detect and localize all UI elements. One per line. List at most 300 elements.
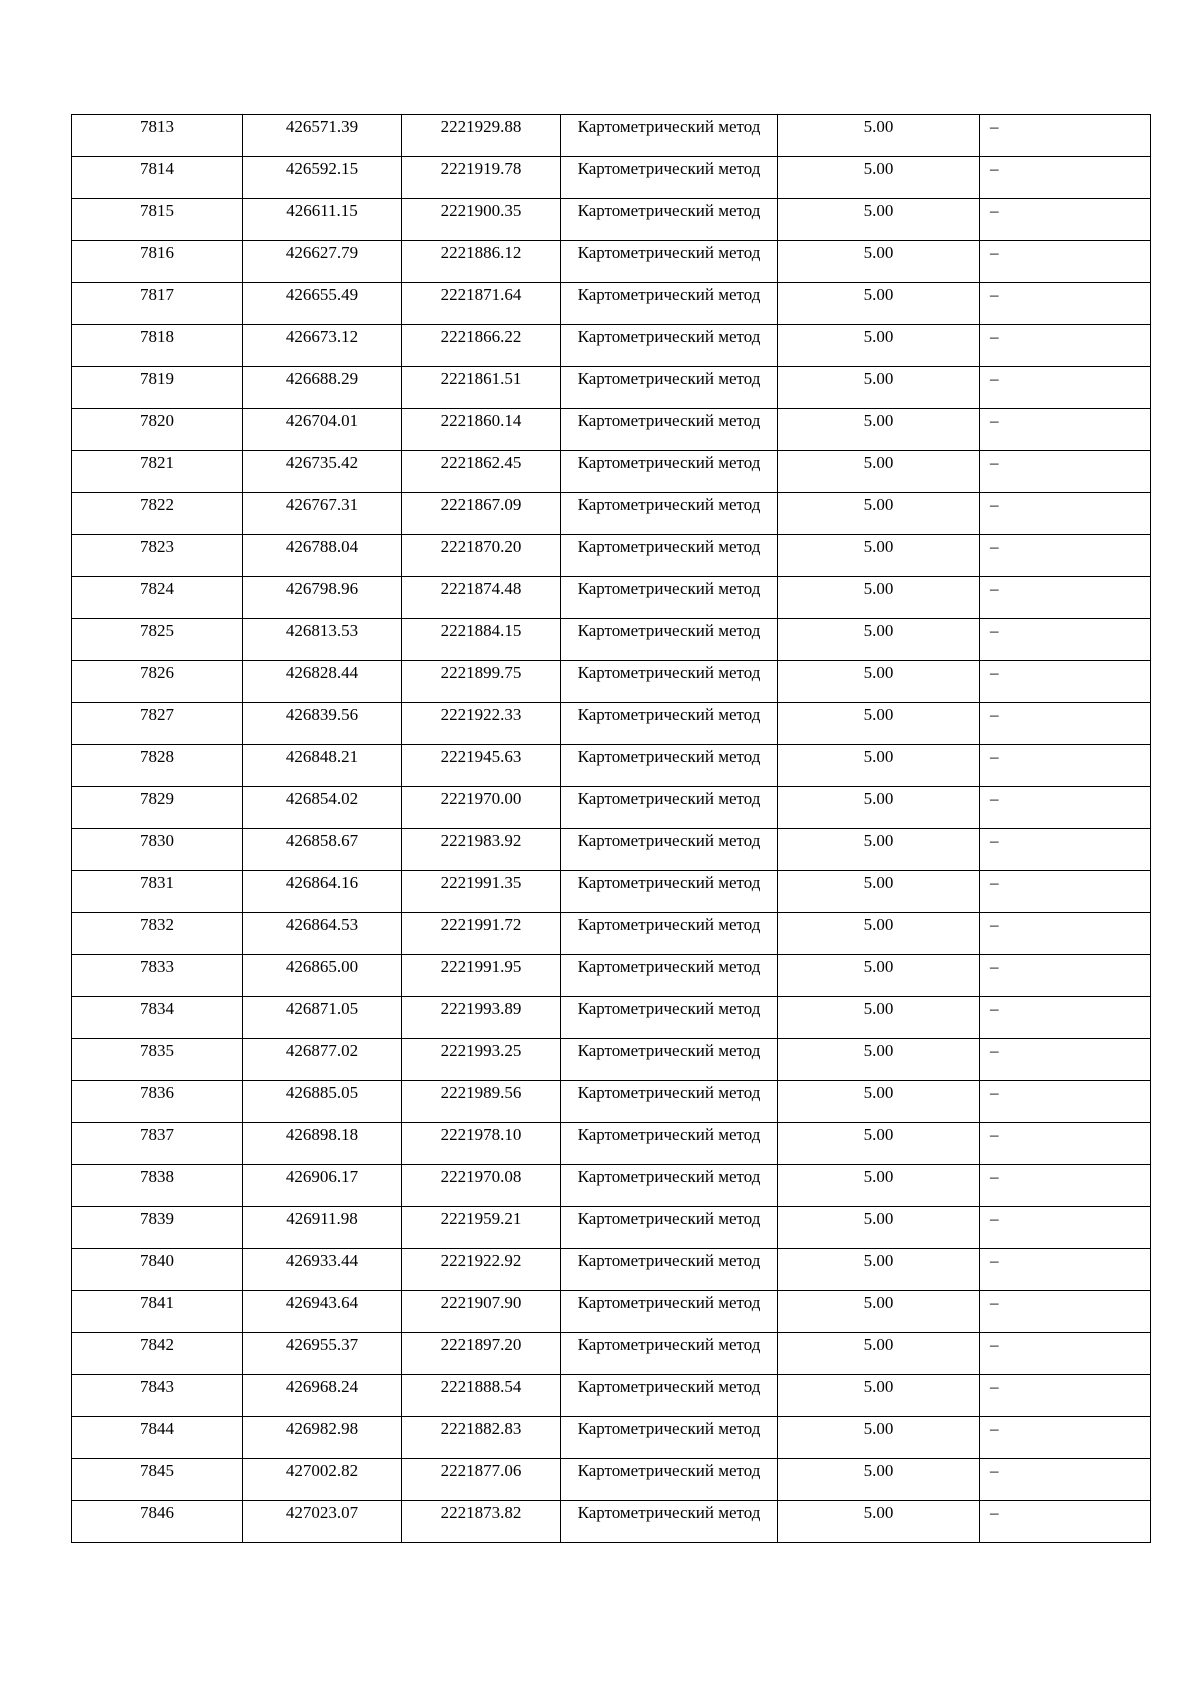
method-cell — [561, 241, 778, 283]
x-coordinate-cell-text: 426673.12 — [285, 327, 359, 346]
point-number-cell — [72, 325, 243, 367]
y-coordinate-cell — [402, 1375, 561, 1417]
note-cell — [980, 1459, 1151, 1501]
x-coordinate-cell — [243, 829, 402, 871]
point-number-cell — [72, 871, 243, 913]
x-coordinate-cell — [243, 1417, 402, 1459]
note-cell-text: – — [990, 747, 999, 766]
note-cell — [980, 1081, 1151, 1123]
x-coordinate-cell — [243, 283, 402, 325]
x-coordinate-cell — [243, 871, 402, 913]
point-number-cell-text: 7844 — [140, 1419, 174, 1438]
x-coordinate-cell-text: 426871.05 — [285, 999, 359, 1018]
accuracy-cell — [778, 577, 980, 619]
accuracy-cell — [778, 787, 980, 829]
method-cell-text: Картометрический метод — [577, 327, 761, 346]
note-cell-text: – — [990, 957, 999, 976]
table-row — [72, 913, 1151, 955]
point-number-cell-text: 7839 — [140, 1209, 174, 1228]
method-cell — [561, 451, 778, 493]
table-row — [72, 1501, 1151, 1543]
method-cell — [561, 1165, 778, 1207]
x-coordinate-cell-text: 426885.05 — [285, 1083, 359, 1102]
accuracy-cell — [778, 955, 980, 997]
y-coordinate-cell — [402, 1333, 561, 1375]
method-cell-text: Картометрический метод — [577, 537, 761, 556]
x-coordinate-cell — [243, 1039, 402, 1081]
x-coordinate-cell — [243, 1081, 402, 1123]
note-cell — [980, 451, 1151, 493]
y-coordinate-cell — [402, 493, 561, 535]
point-number-cell — [72, 619, 243, 661]
table-row — [72, 1375, 1151, 1417]
note-cell-text: – — [990, 1083, 999, 1102]
method-cell — [561, 1417, 778, 1459]
table-row — [72, 409, 1151, 451]
y-coordinate-cell-text: 2221899.75 — [440, 663, 522, 682]
x-coordinate-cell-text: 426898.18 — [285, 1125, 359, 1144]
method-cell — [561, 283, 778, 325]
note-cell — [980, 493, 1151, 535]
table-row — [72, 1417, 1151, 1459]
point-number-cell-text: 7817 — [140, 285, 174, 304]
y-coordinate-cell-text: 2221871.64 — [440, 285, 522, 304]
table-row — [72, 367, 1151, 409]
method-cell — [561, 1291, 778, 1333]
accuracy-cell — [778, 871, 980, 913]
method-cell-text: Картометрический метод — [577, 1251, 761, 1270]
y-coordinate-cell — [402, 619, 561, 661]
x-coordinate-cell — [243, 1249, 402, 1291]
method-cell-text: Картометрический метод — [577, 1293, 761, 1312]
method-cell-text: Картометрический метод — [577, 159, 761, 178]
point-number-cell — [72, 1207, 243, 1249]
accuracy-cell-text: 5.00 — [863, 327, 894, 346]
method-cell-text: Картометрический метод — [577, 1461, 761, 1480]
note-cell — [980, 1123, 1151, 1165]
method-cell-text: Картометрический метод — [577, 789, 761, 808]
accuracy-cell — [778, 1039, 980, 1081]
y-coordinate-cell — [402, 577, 561, 619]
point-number-cell-text: 7832 — [140, 915, 174, 934]
method-cell-text: Картометрический метод — [577, 243, 761, 262]
y-coordinate-cell-text: 2221922.92 — [440, 1251, 522, 1270]
x-coordinate-cell — [243, 157, 402, 199]
x-coordinate-cell — [243, 1291, 402, 1333]
point-number-cell — [72, 913, 243, 955]
note-cell-text: – — [990, 1167, 999, 1186]
method-cell — [561, 1123, 778, 1165]
table-row — [72, 1039, 1151, 1081]
note-cell-text: – — [990, 873, 999, 892]
y-coordinate-cell — [402, 1291, 561, 1333]
note-cell — [980, 1249, 1151, 1291]
point-number-cell-text: 7816 — [140, 243, 174, 262]
note-cell-text: – — [990, 159, 999, 178]
point-number-cell-text: 7827 — [140, 705, 174, 724]
point-number-cell-text: 7828 — [140, 747, 174, 766]
x-coordinate-cell — [243, 1165, 402, 1207]
note-cell-text: – — [990, 789, 999, 808]
method-cell-text: Картометрический метод — [577, 1377, 761, 1396]
note-cell — [980, 409, 1151, 451]
method-cell — [561, 1459, 778, 1501]
x-coordinate-cell-text: 426571.39 — [285, 117, 359, 136]
y-coordinate-cell — [402, 1039, 561, 1081]
method-cell-text: Картометрический метод — [577, 705, 761, 724]
x-coordinate-cell-text: 426858.67 — [285, 831, 359, 850]
y-coordinate-cell — [402, 997, 561, 1039]
method-cell-text: Картометрический метод — [577, 1335, 761, 1354]
point-number-cell-text: 7825 — [140, 621, 174, 640]
point-number-cell — [72, 955, 243, 997]
note-cell — [980, 1501, 1151, 1543]
note-cell-text: – — [990, 1125, 999, 1144]
x-coordinate-cell-text: 426848.21 — [285, 747, 359, 766]
accuracy-cell — [778, 157, 980, 199]
y-coordinate-cell-text: 2221970.08 — [440, 1167, 522, 1186]
note-cell — [980, 745, 1151, 787]
method-cell — [561, 493, 778, 535]
accuracy-cell — [778, 829, 980, 871]
point-number-cell — [72, 115, 243, 157]
point-number-cell — [72, 1039, 243, 1081]
note-cell-text: – — [990, 1503, 999, 1522]
accuracy-cell-text: 5.00 — [863, 1461, 894, 1480]
method-cell-text: Картометрический метод — [577, 117, 761, 136]
x-coordinate-cell-text: 426982.98 — [285, 1419, 359, 1438]
method-cell — [561, 1207, 778, 1249]
note-cell — [980, 871, 1151, 913]
x-coordinate-cell-text: 426798.96 — [285, 579, 359, 598]
point-number-cell — [72, 1249, 243, 1291]
accuracy-cell — [778, 1249, 980, 1291]
accuracy-cell — [778, 409, 980, 451]
method-cell — [561, 1249, 778, 1291]
point-number-cell-text: 7840 — [140, 1251, 174, 1270]
accuracy-cell — [778, 325, 980, 367]
method-cell-text: Картометрический метод — [577, 663, 761, 682]
point-number-cell-text: 7826 — [140, 663, 174, 682]
accuracy-cell-text: 5.00 — [863, 243, 894, 262]
method-cell — [561, 997, 778, 1039]
method-cell — [561, 745, 778, 787]
note-cell-text: – — [990, 537, 999, 556]
accuracy-cell-text: 5.00 — [863, 705, 894, 724]
table-row — [72, 871, 1151, 913]
note-cell — [980, 913, 1151, 955]
y-coordinate-cell — [402, 913, 561, 955]
accuracy-cell-text: 5.00 — [863, 1419, 894, 1438]
note-cell-text: – — [990, 1335, 999, 1354]
x-coordinate-cell — [243, 325, 402, 367]
table-row — [72, 493, 1151, 535]
y-coordinate-cell-text: 2221862.45 — [440, 453, 522, 472]
y-coordinate-cell — [402, 787, 561, 829]
x-coordinate-cell-text: 426704.01 — [285, 411, 359, 430]
coordinates-table-body — [72, 115, 1151, 1543]
table-row — [72, 283, 1151, 325]
y-coordinate-cell-text: 2221860.14 — [440, 411, 522, 430]
point-number-cell-text: 7834 — [140, 999, 174, 1018]
y-coordinate-cell-text: 2221861.51 — [440, 369, 522, 388]
method-cell — [561, 325, 778, 367]
accuracy-cell-text: 5.00 — [863, 957, 894, 976]
table-row — [72, 955, 1151, 997]
note-cell-text: – — [990, 579, 999, 598]
y-coordinate-cell-text: 2221882.83 — [440, 1419, 522, 1438]
note-cell-text: – — [990, 1377, 999, 1396]
x-coordinate-cell — [243, 1459, 402, 1501]
x-coordinate-cell-text: 426688.29 — [285, 369, 359, 388]
method-cell-text: Картометрический метод — [577, 1503, 761, 1522]
x-coordinate-cell — [243, 1375, 402, 1417]
method-cell — [561, 199, 778, 241]
method-cell — [561, 871, 778, 913]
method-cell — [561, 703, 778, 745]
method-cell-text: Картометрический метод — [577, 285, 761, 304]
y-coordinate-cell-text: 2221907.90 — [440, 1293, 522, 1312]
x-coordinate-cell-text: 426911.98 — [286, 1209, 358, 1228]
point-number-cell — [72, 1123, 243, 1165]
point-number-cell-text: 7843 — [140, 1377, 174, 1396]
x-coordinate-cell — [243, 577, 402, 619]
y-coordinate-cell-text: 2221983.92 — [440, 831, 522, 850]
y-coordinate-cell — [402, 829, 561, 871]
point-number-cell — [72, 241, 243, 283]
accuracy-cell-text: 5.00 — [863, 1041, 894, 1060]
x-coordinate-cell-text: 426877.02 — [285, 1041, 359, 1060]
note-cell-text: – — [990, 831, 999, 850]
x-coordinate-cell — [243, 367, 402, 409]
point-number-cell-text: 7846 — [140, 1503, 174, 1522]
table-row — [72, 745, 1151, 787]
table-row — [72, 787, 1151, 829]
method-cell — [561, 913, 778, 955]
note-cell — [980, 661, 1151, 703]
note-cell — [980, 955, 1151, 997]
method-cell-text: Картометрический метод — [577, 873, 761, 892]
y-coordinate-cell — [402, 451, 561, 493]
accuracy-cell — [778, 1459, 980, 1501]
method-cell-text: Картометрический метод — [577, 411, 761, 430]
y-coordinate-cell — [402, 1207, 561, 1249]
accuracy-cell-text: 5.00 — [863, 999, 894, 1018]
table-row — [72, 451, 1151, 493]
point-number-cell — [72, 1501, 243, 1543]
note-cell-text: – — [990, 999, 999, 1018]
y-coordinate-cell-text: 2221993.89 — [440, 999, 522, 1018]
note-cell-text: – — [990, 453, 999, 472]
x-coordinate-cell-text: 426611.15 — [286, 201, 358, 220]
y-coordinate-cell-text: 2221991.35 — [440, 873, 522, 892]
note-cell — [980, 157, 1151, 199]
method-cell-text: Картометрический метод — [577, 1419, 761, 1438]
point-number-cell-text: 7822 — [140, 495, 174, 514]
point-number-cell-text: 7813 — [140, 117, 174, 136]
accuracy-cell — [778, 241, 980, 283]
note-cell-text: – — [990, 1251, 999, 1270]
x-coordinate-cell-text: 426767.31 — [285, 495, 359, 514]
method-cell — [561, 829, 778, 871]
y-coordinate-cell — [402, 1459, 561, 1501]
x-coordinate-cell-text: 426627.79 — [285, 243, 359, 262]
x-coordinate-cell — [243, 451, 402, 493]
table-row — [72, 1081, 1151, 1123]
accuracy-cell — [778, 1207, 980, 1249]
y-coordinate-cell — [402, 661, 561, 703]
point-number-cell-text: 7831 — [140, 873, 174, 892]
y-coordinate-cell — [402, 955, 561, 997]
accuracy-cell-text: 5.00 — [863, 1251, 894, 1270]
y-coordinate-cell-text: 2221991.95 — [440, 957, 522, 976]
note-cell — [980, 115, 1151, 157]
x-coordinate-cell-text: 426865.00 — [285, 957, 359, 976]
method-cell — [561, 1039, 778, 1081]
note-cell — [980, 1291, 1151, 1333]
x-coordinate-cell-text: 426828.44 — [285, 663, 359, 682]
point-number-cell-text: 7824 — [140, 579, 174, 598]
y-coordinate-cell-text: 2221886.12 — [440, 243, 522, 262]
method-cell-text: Картометрический метод — [577, 957, 761, 976]
note-cell — [980, 577, 1151, 619]
note-cell — [980, 619, 1151, 661]
accuracy-cell-text: 5.00 — [863, 831, 894, 850]
table-row — [72, 577, 1151, 619]
x-coordinate-cell — [243, 1123, 402, 1165]
accuracy-cell-text: 5.00 — [863, 537, 894, 556]
method-cell — [561, 577, 778, 619]
method-cell-text: Картометрический метод — [577, 201, 761, 220]
table-row — [72, 1123, 1151, 1165]
table-row — [72, 535, 1151, 577]
note-cell — [980, 199, 1151, 241]
y-coordinate-cell-text: 2221897.20 — [440, 1335, 522, 1354]
note-cell-text: – — [990, 201, 999, 220]
y-coordinate-cell-text: 2221888.54 — [440, 1377, 522, 1396]
y-coordinate-cell-text: 2221945.63 — [440, 747, 522, 766]
y-coordinate-cell — [402, 325, 561, 367]
y-coordinate-cell-text: 2221874.48 — [440, 579, 522, 598]
method-cell — [561, 661, 778, 703]
note-cell-text: – — [990, 1209, 999, 1228]
table-row — [72, 325, 1151, 367]
accuracy-cell — [778, 997, 980, 1039]
coordinates-table — [71, 114, 1151, 1543]
table-row — [72, 115, 1151, 157]
method-cell — [561, 157, 778, 199]
method-cell-text: Картометрический метод — [577, 1209, 761, 1228]
note-cell — [980, 1375, 1151, 1417]
note-cell — [980, 1417, 1151, 1459]
x-coordinate-cell-text: 426968.24 — [285, 1377, 359, 1396]
note-cell — [980, 283, 1151, 325]
x-coordinate-cell-text: 426943.64 — [285, 1293, 359, 1312]
method-cell — [561, 115, 778, 157]
accuracy-cell — [778, 1417, 980, 1459]
point-number-cell — [72, 199, 243, 241]
accuracy-cell — [778, 1081, 980, 1123]
point-number-cell-text: 7818 — [140, 327, 174, 346]
method-cell-text: Картометрический метод — [577, 1041, 761, 1060]
method-cell-text: Картометрический метод — [577, 747, 761, 766]
accuracy-cell — [778, 535, 980, 577]
point-number-cell — [72, 1459, 243, 1501]
method-cell-text: Картометрический метод — [577, 831, 761, 850]
note-cell-text: – — [990, 1419, 999, 1438]
accuracy-cell-text: 5.00 — [863, 159, 894, 178]
x-coordinate-cell — [243, 493, 402, 535]
accuracy-cell-text: 5.00 — [863, 1209, 894, 1228]
table-row — [72, 1207, 1151, 1249]
accuracy-cell-text: 5.00 — [863, 1377, 894, 1396]
x-coordinate-cell — [243, 535, 402, 577]
x-coordinate-cell — [243, 409, 402, 451]
note-cell — [980, 1165, 1151, 1207]
point-number-cell — [72, 829, 243, 871]
y-coordinate-cell — [402, 1081, 561, 1123]
point-number-cell — [72, 409, 243, 451]
accuracy-cell-text: 5.00 — [863, 621, 894, 640]
x-coordinate-cell — [243, 619, 402, 661]
x-coordinate-cell-text: 427002.82 — [285, 1461, 359, 1480]
method-cell-text: Картометрический метод — [577, 1083, 761, 1102]
method-cell — [561, 619, 778, 661]
method-cell-text: Картометрический метод — [577, 453, 761, 472]
method-cell — [561, 955, 778, 997]
x-coordinate-cell — [243, 1501, 402, 1543]
y-coordinate-cell-text: 2221900.35 — [440, 201, 522, 220]
x-coordinate-cell — [243, 787, 402, 829]
x-coordinate-cell — [243, 1333, 402, 1375]
point-number-cell — [72, 1333, 243, 1375]
x-coordinate-cell — [243, 955, 402, 997]
point-number-cell — [72, 535, 243, 577]
method-cell-text: Картометрический метод — [577, 579, 761, 598]
y-coordinate-cell — [402, 367, 561, 409]
point-number-cell-text: 7829 — [140, 789, 174, 808]
method-cell — [561, 535, 778, 577]
y-coordinate-cell — [402, 115, 561, 157]
y-coordinate-cell — [402, 241, 561, 283]
note-cell-text: – — [990, 663, 999, 682]
method-cell — [561, 409, 778, 451]
point-number-cell-text: 7823 — [140, 537, 174, 556]
point-number-cell-text: 7842 — [140, 1335, 174, 1354]
x-coordinate-cell-text: 426839.56 — [285, 705, 359, 724]
accuracy-cell — [778, 619, 980, 661]
method-cell-text: Картометрический метод — [577, 1167, 761, 1186]
accuracy-cell-text: 5.00 — [863, 579, 894, 598]
method-cell-text: Картометрический метод — [577, 915, 761, 934]
point-number-cell — [72, 1375, 243, 1417]
accuracy-cell-text: 5.00 — [863, 495, 894, 514]
accuracy-cell-text: 5.00 — [863, 873, 894, 892]
note-cell — [980, 1207, 1151, 1249]
y-coordinate-cell-text: 2221959.21 — [440, 1209, 522, 1228]
accuracy-cell — [778, 1123, 980, 1165]
table-row — [72, 199, 1151, 241]
accuracy-cell — [778, 661, 980, 703]
note-cell-text: – — [990, 705, 999, 724]
accuracy-cell-text: 5.00 — [863, 663, 894, 682]
x-coordinate-cell-text: 427023.07 — [285, 1503, 359, 1522]
x-coordinate-cell-text: 426735.42 — [285, 453, 359, 472]
accuracy-cell — [778, 367, 980, 409]
method-cell — [561, 367, 778, 409]
y-coordinate-cell-text: 2221873.82 — [440, 1503, 522, 1522]
point-number-cell-text: 7845 — [140, 1461, 174, 1480]
